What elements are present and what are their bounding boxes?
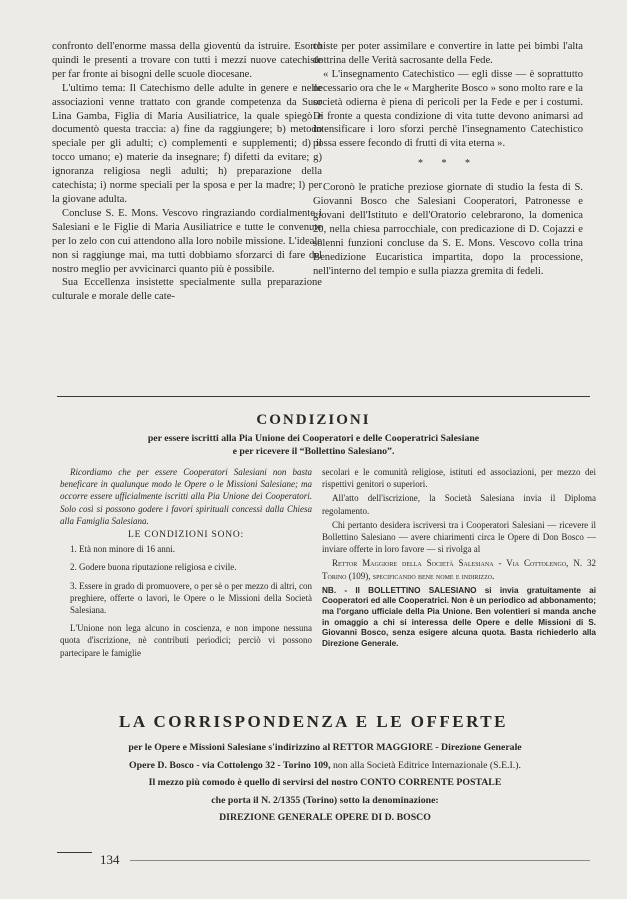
conditions-subtitle-line: per essere iscritti alla Pia Unione dei Cooperatori e delle Cooperatrici Salesiane — [147, 433, 480, 444]
section-separator: * * * — [418, 158, 478, 170]
horizontal-divider — [57, 396, 590, 397]
correspondence-title: LA CORRISPONDENZA E LE OFFERTE — [119, 712, 508, 731]
condition-item: 2. Godere buona riputazione religiosa e civile. — [70, 562, 237, 573]
nota-bene: NB. - Il BOLLETTINO SALESIANO si invia gratuitamente ai Cooperatori ed alle Cooperatrici. Non è un periodico ad abbonamento; ma l'organo ufficiale della Pia Unione. Ben volentieri si manda anche in omaggio a chi si interessa delle Opere e delle Missioni di S. Giovanni Bosco, senza esigere alcuna quota. Basta richiederlo alla Direzione Generale. — [322, 585, 596, 648]
paragraph: secolari e le comunità religiose, istituti ed associazioni, per mezzo dei rispettivi genitori o superiori. — [322, 467, 596, 490]
correspondence-body — [60, 739, 590, 827]
page-number: 134 — [100, 852, 120, 867]
condition-item: 1. Età non minore di 16 anni. — [70, 544, 175, 555]
conditions-subtitle — [0, 432, 627, 458]
correspondence-note: non alla Società Editrice Internazionale (S.E.I.). — [330, 759, 521, 771]
paragraph: chiste per poter assimilare e convertire in latte pei bimbi l'alta dottrina delle Verità sacrosante della Fede. — [313, 41, 583, 66]
conditions-left-column — [60, 466, 312, 661]
correspondence-line: Il mezzo più comodo è quello di servirsi del nostro CONTO CORRENTE POSTALE — [148, 777, 502, 788]
paragraph: Sua Eccellenza insistette specialmente sulla preparazione culturale e morale delle cate- — [52, 277, 322, 303]
correspondence-address: Opere D. Bosco - via Cottolengo 32 - Torino 109, — [129, 759, 331, 771]
correspondence-line: che porta il N. 2/1355 (Torino) sotto la denominazione: — [211, 794, 439, 806]
paragraph: Chi pertanto desidera iscriversi tra i Cooperatori Salesiani — ricevere il Bollettino Salesiano — avere chiarimenti circa le Opere di Don Bosco — inviare offerte in loro favore — si rivolga al — [322, 519, 596, 555]
left-text-column — [52, 40, 322, 304]
conditions-subtitle-line: e per ricevere il “Bollettino Salesiano”. — [232, 446, 395, 457]
correspondence-line: DIREZIONE GENERALE OPERE DI D. BOSCO — [219, 812, 431, 823]
footer-rule — [130, 860, 590, 861]
conditions-right-column — [322, 466, 596, 651]
correspondence-line — [60, 757, 590, 775]
condition-item: 3. Essere in grado di promuovere, o per sè o per mezzo di altri, con preghiere, offerte o lavori, le Opere o le Missioni della Società Salesiana. — [70, 580, 312, 616]
paragraph: « L'insegnamento Catechistico — egli disse — è soprattutto necessario ora che le « Margherite Bosco » sono molto rare e la società odierna è piena di pericoli per la Fede e per i costumi. Di fronte a questa condizione di vita tutte devono animarsi ad intensificare i loro sforzi perchè l'insegnamento Catechistico possa essere fecondo di frutti di vita eterna ». — [313, 68, 583, 150]
correspondence-line: per le Opere e Missioni Salesiane s'indirizzino al RETTOR MAGGIORE - Direzione Generale — [128, 742, 522, 753]
conditions-intro: Ricordiamo che per essere Cooperatori Salesiani non basta beneficare in qualunque modo le Opere o le Missioni Salesiane; ma occorre essere ufficialmente iscritti alla Pia Unione dei Cooperatori. Solo così si possono godere i favori spirituali concessi dalla Chiesa alla Famiglia Salesiana. — [60, 467, 312, 526]
paragraph: Concluse S. E. Mons. Vescovo ringraziando cordialmente i Salesiani e le Figlie di Maria Ausiliatrice e tutte le convenute per lo zelo con cui attendono alla loro nobile missione. L'ideale non si raggiunge mai, ma tutti dobbiamo sforzarci di fare del nostro meglio per avvicinarci quanto più è possibile. — [52, 207, 322, 275]
right-text-column — [313, 40, 583, 279]
address: Rettor Maggiore della Società Salesiana - Via Cottolengo, N. 32 Torino (109), specificando bene nome e indirizzo. — [322, 558, 596, 581]
conditions-list-heading: LE CONDIZIONI SONO: — [128, 530, 244, 541]
paragraph: Coronò le pratiche preziose giornate di studio la festa di S. Giovanni Bosco che Salesiani Cooperatori, Patronesse e giovani dell'Istituto e dell'Oratorio celebrarono, la domenica 20, nella chiesa parrocchiale, con predicazione di D. Cojazzi e solenni funzioni concluse da S. E. Mons. Vescovo colla trina Benedizione Eucaristica impartita, dopo la processione, nell'interno del tempio e sulla piazza gremita di fedeli. — [313, 182, 583, 277]
conditions-title: CONDIZIONI — [256, 412, 371, 428]
paragraph: L'ultimo tema: Il Catechismo delle adulte in genere e nelle associazioni venne trattato con grande competenza da Suor Lina Gamba, Figlia di Maria Ausiliatrice, la quale spiegò e documentò questa traccia: a) fine da raggiungere; b) metodo speciale per gli adulti; c) complementi e supplementi; d) il tocco umano; e) materie da insegnare; f) difetti da evitare; g) ignoranza religiosa negli adulti; h) preparazione della catechista; i) norme speciali per la sposa e per la madre; l) per la giovane adulta. — [52, 82, 322, 205]
paragraph: confronto dell'enorme massa della gioventù da istruire. Esortò quindi le presenti a trovare con tutti i mezzi nuove catechiste per far fronte ai bisogni delle scuole diocesane. — [52, 41, 322, 80]
conditions-note: L'Unione non lega alcuno in coscienza, e non impone nessuna quota d'iscrizione, nè contributi periodici; perciò vi possono partecipare le famiglie — [60, 623, 312, 658]
paragraph: All'atto dell'iscrizione, la Società Salesiana invia il Diploma regolamento. — [322, 493, 596, 516]
footer-rule — [57, 852, 92, 853]
